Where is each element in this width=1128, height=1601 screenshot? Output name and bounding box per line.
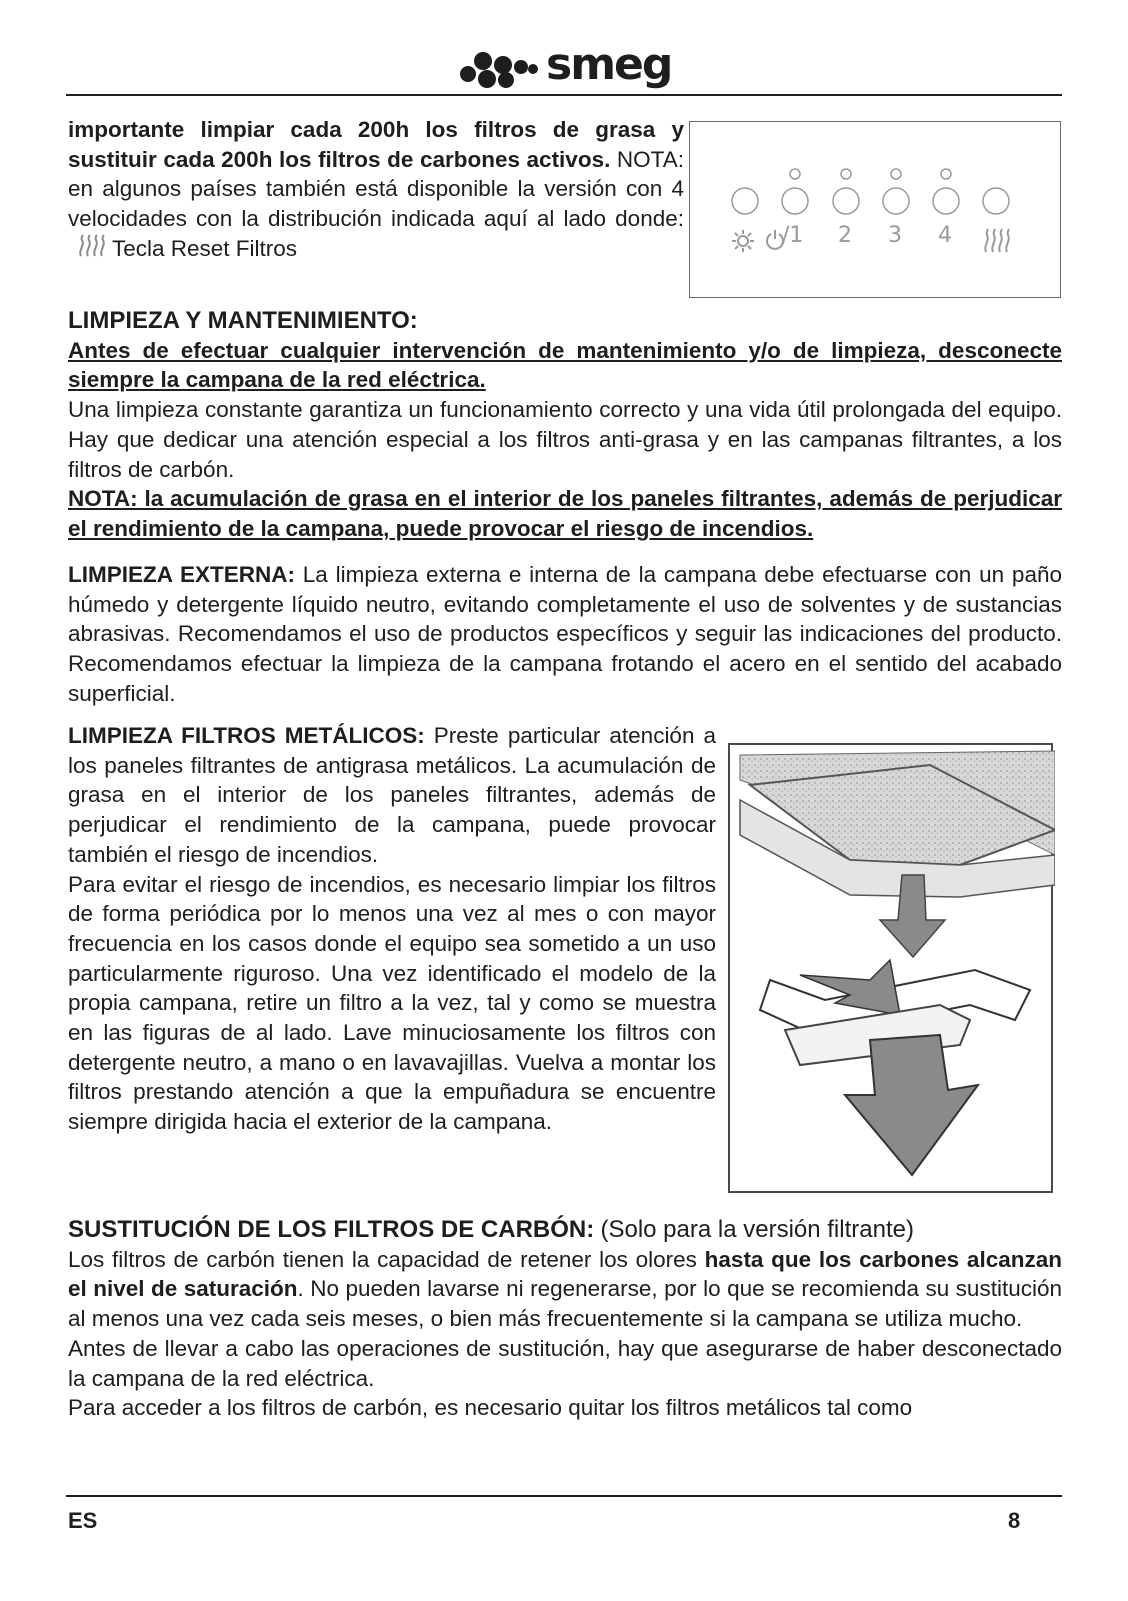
metal-filters-section (68, 721, 716, 1137)
metal-filters-body-2: Para evitar el riesgo de incendios, es necesario limpiar los filtros de forma periódica por lo menos una vez al mes o con mayor frecuencia en los casos donde el equipo sea sometido a un uso particularmente riguroso. Una vez identificado el modelo de la propia campana, retire un filtro a la vez, tal y como se muestra en las figuras de al lado. Lave minuciosamente los filtros con detergente neutro, a mano o en lavavajillas. Vuelva a montar los filtros prestando atención a que la empuñadura se encuentre siempre dirigida hacia el exterior de la campana. (68, 871, 716, 1135)
intro-note: NOTA: en algunos países también está disponible la versión con 4 velocidades con la distribución indicada aquí al lado donde: (68, 146, 684, 232)
speed-4-label: 4 (938, 223, 952, 248)
metal-filters-body-1: Preste particular atención a los paneles filtrantes de antigrasa metálicos. La acumulación de grasa en el interior de los paneles filtrantes, además de perjudicar el rendimiento de la campana, puede provocar también el riesgo de incendios. (68, 723, 716, 867)
cleaning-warning: Antes de efectuar cualquier intervención de mantenimiento y/o de limpieza, desconecte siempre la campana de la red eléctrica. (68, 337, 1062, 393)
page-number: 8 (1008, 1508, 1021, 1533)
cleaning-body: Una limpieza constante garantiza un funcionamiento correcto y una vida útil prolongada del equipo. Hay que dedicar una atención especial a los filtros anti-grasa y en las campanas filtrantes, a los filtros de carbón. (68, 397, 1062, 482)
filter-reset-icon (982, 228, 1012, 254)
speed-3-label: 3 (888, 223, 902, 248)
brand-name: smeg (546, 39, 672, 90)
smeg-dots-icon (460, 44, 552, 92)
intro-bold: importante limpiar cada 200h los filtros de grasa y sustituir cada 200h los filtros de carbones activos. (68, 117, 684, 172)
footer-language: ES (68, 1508, 98, 1533)
power-icon (767, 230, 783, 249)
footer-rule (66, 1495, 1062, 1497)
brand-logo (460, 39, 672, 92)
filter-reset-icon (78, 234, 106, 266)
cleaning-title: LIMPIEZA Y MANTENIMIENTO: (68, 307, 418, 334)
carbon-body-3: Para acceder a los filtros de carbón, es necesario quitar los filtros metálicos tal como (68, 1395, 913, 1421)
carbon-body-1b: . No pueden lavarse ni regenerarse, por lo que se recomienda su sustitución al menos una vez cada seis meses, o bien más frecuentemente si la campana se utiliza mucho. (68, 1276, 1062, 1332)
carbon-body-1 (68, 1245, 1062, 1334)
external-section (68, 560, 1062, 709)
carbon-body-1a: Los filtros de carbón tienen la capacidad de retener los olores (68, 1246, 697, 1272)
external-title: LIMPIEZA EXTERNA: (68, 562, 295, 587)
filter-removal-figure (728, 743, 1053, 1193)
intro-text (68, 115, 684, 266)
control-panel-diagram (689, 121, 1061, 298)
header-rule (66, 94, 1062, 96)
carbon-body-2: Antes de llevar a cabo las operaciones de sustitución, hay que asegurarse de haber desconectado la campana de la red eléctrica. (68, 1335, 1062, 1391)
external-body: La limpieza externa e interna de la campana debe efectuarse con un paño húmedo y detergente líquido neutro, evitando completamente el uso de solventes y de sustancias abrasivas. Recomendamos el uso de productos específicos y seguir las indicaciones del producto. Recomendamos efectuar la limpieza de la campana frotando el acero en el sentido del acabado superficial. (68, 562, 1062, 706)
cleaning-section (68, 306, 1062, 544)
carbon-subtitle: (Solo para la versión filtrante) (600, 1216, 914, 1243)
metal-filters-title: LIMPIEZA FILTROS METÁLICOS: (68, 723, 425, 748)
carbon-title: SUSTITUCIÓN DE LOS FILTROS DE CARBÓN: (68, 1216, 595, 1243)
speed-2-label: 2 (838, 223, 852, 248)
reset-label: Tecla Reset Filtros (112, 235, 298, 261)
speed-1-label: /1 (782, 223, 804, 248)
carbon-section (68, 1215, 1062, 1423)
cleaning-note: NOTA: la acumulación de grasa en el interior de los paneles filtrantes, además de perjudicar el rendimiento de la campana, puede provocar el riesgo de incendios. (68, 486, 1062, 541)
light-icon (732, 230, 754, 252)
carbon-body-1-bold: hasta que los carbones alcanzan el nivel de saturación (68, 1246, 1062, 1302)
